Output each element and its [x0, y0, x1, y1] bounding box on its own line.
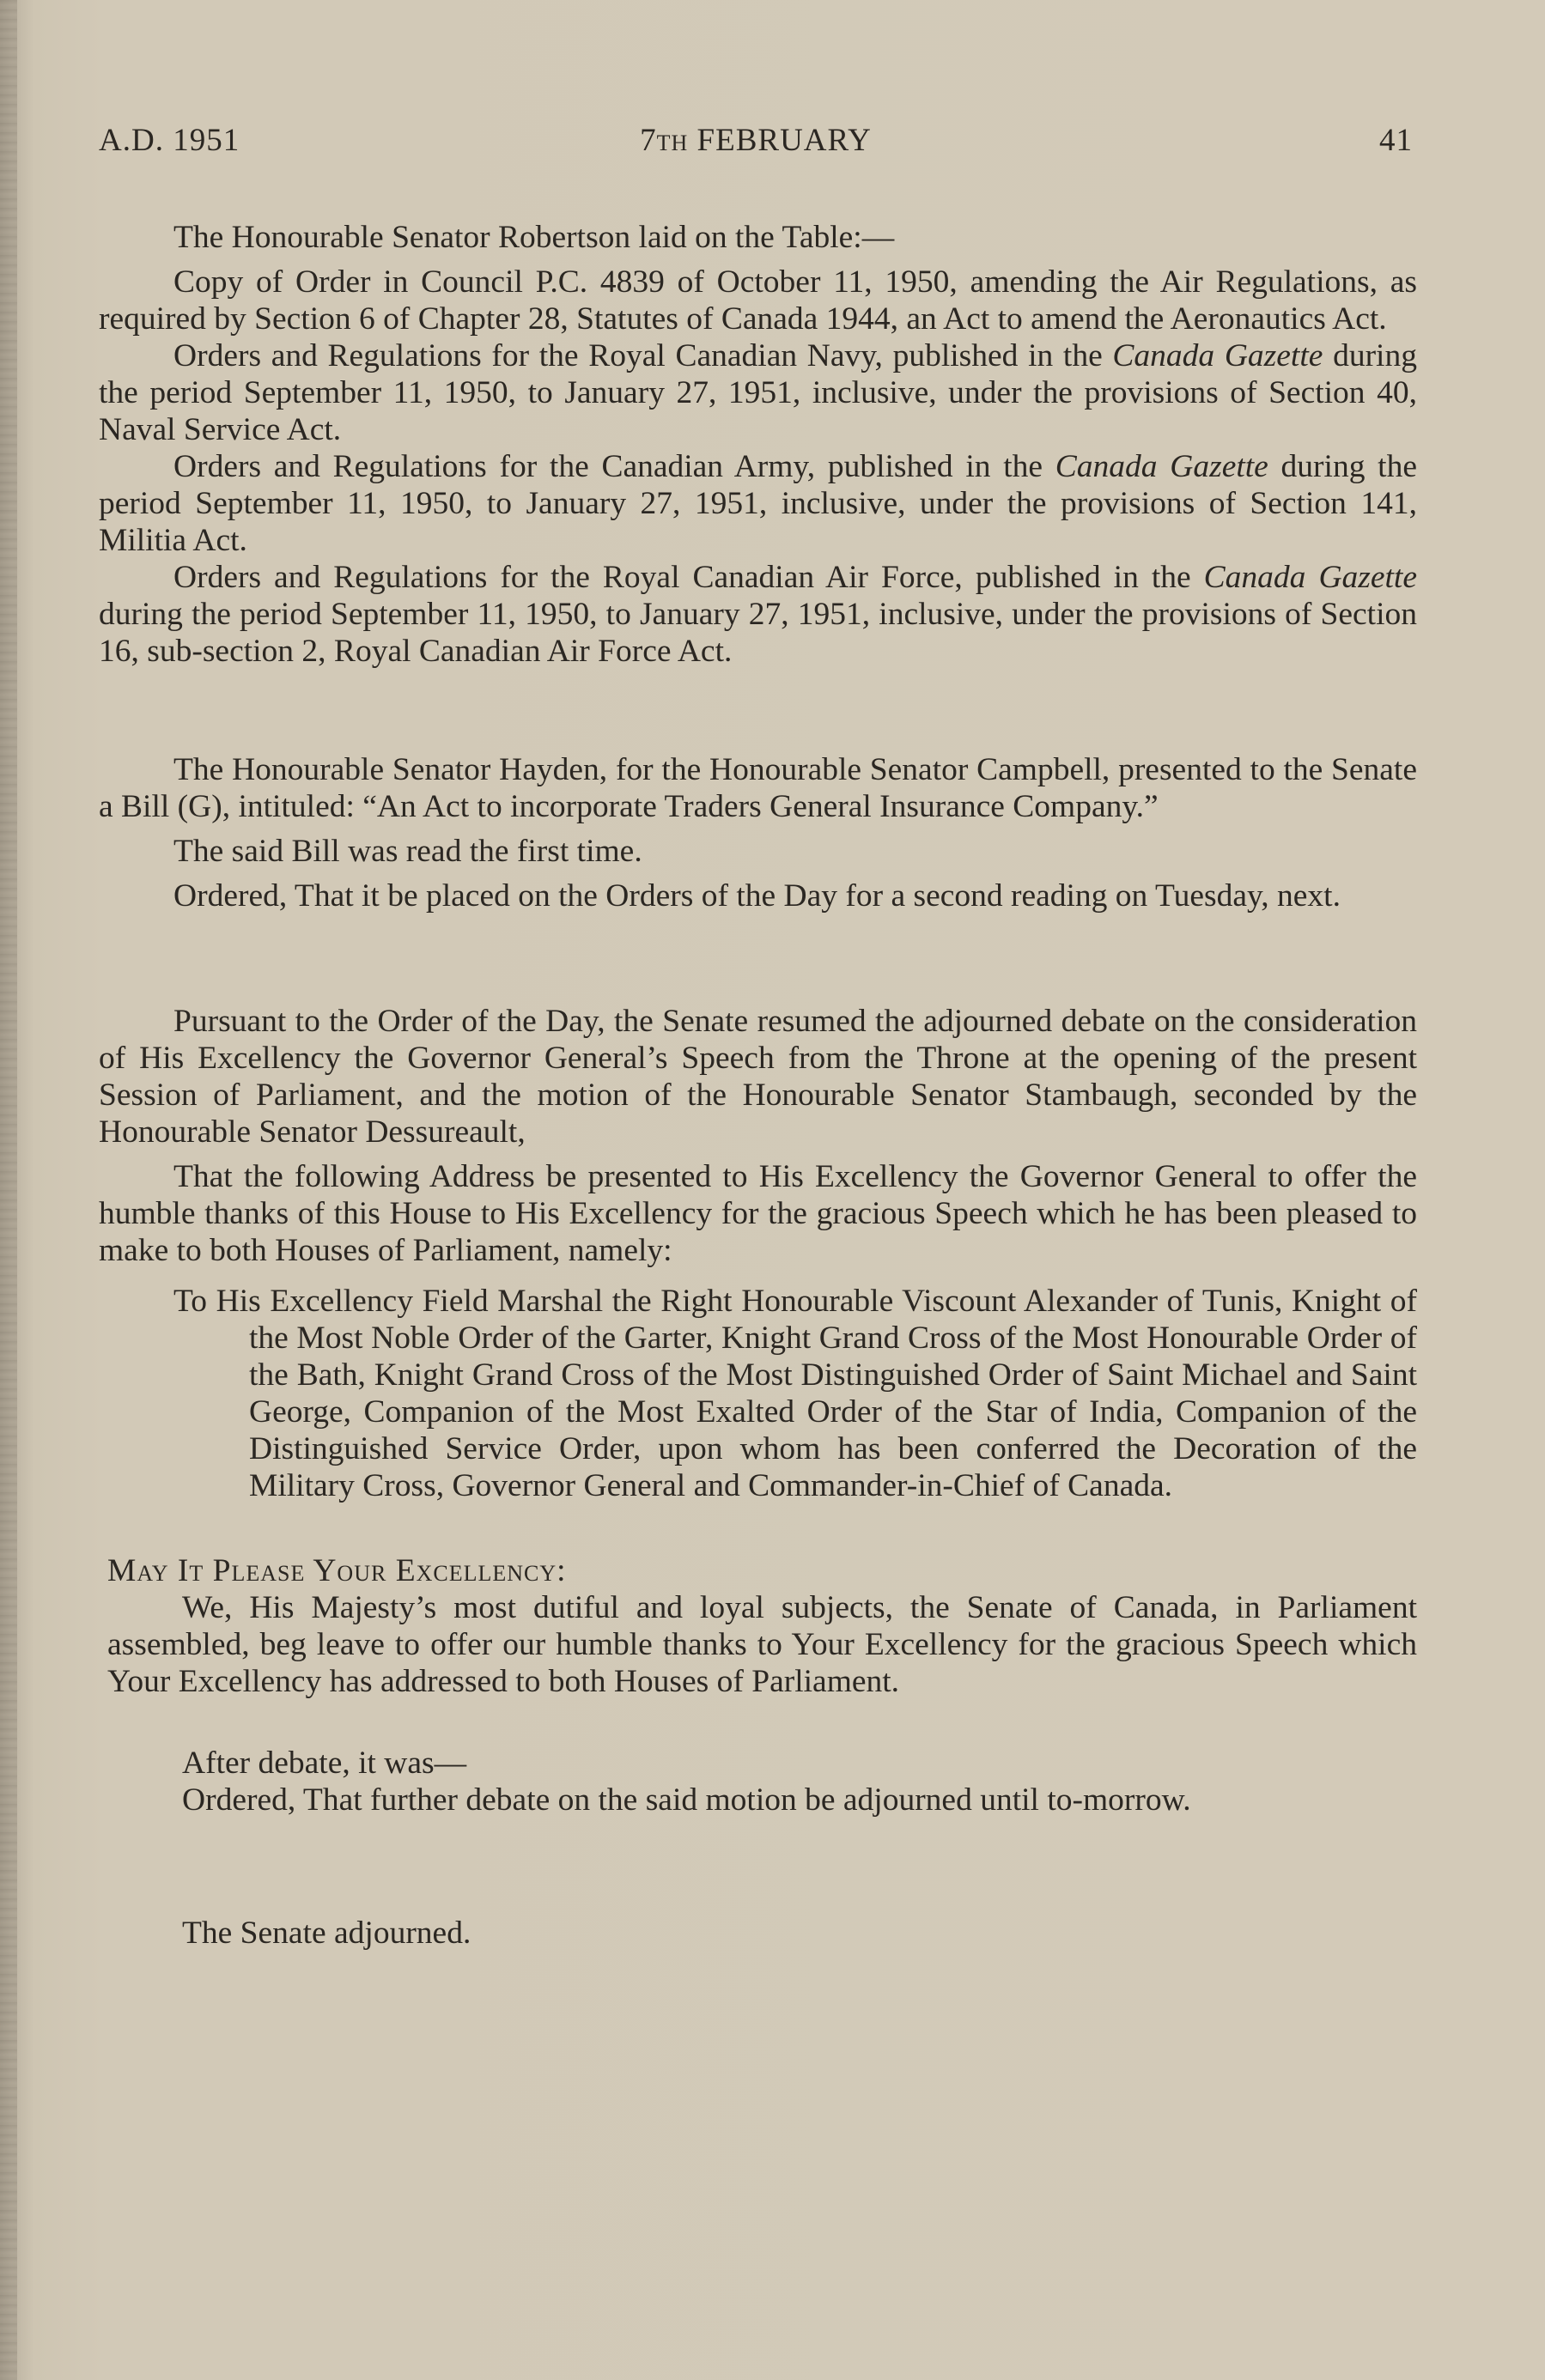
gazette-title: Canada Gazette [1055, 449, 1268, 484]
page-body [99, 219, 1417, 1952]
header-month: FEBRUARY [696, 123, 872, 158]
tabled-item-air-force: Orders and Regulations for the Royal Canadian Air Force, published in the Canada Gazette during the period September 11, 1950, to January 27, 1951, inclusive, under the provisions of Section 16, sub-section 2, Royal Canadian Air Force Act. [99, 560, 1417, 669]
gazette-title: Canada Gazette [1203, 560, 1417, 595]
header-year: A.D. 1951 [99, 123, 240, 158]
tabled-item-navy: Orders and Regulations for the Royal Canadian Navy, published in the Canada Gazette during the period September 11, 1950, to January 27, 1951, inclusive, under the provisions of Section 40, Naval Service Act. [99, 338, 1417, 447]
tabled-documents-intro: The Honourable Senator Robertson laid on the Table:— [173, 220, 895, 255]
address-motion: That the following Address be presented to His Excellency the Governor General to offer the humble thanks of this House to His Excellency for the gracious Speech which he has been pleased to make to both Houses of Parliament, namely: [99, 1159, 1417, 1268]
address-salutation: May It Please Your Excellency: [107, 1553, 567, 1588]
book-spine-shadow [0, 0, 17, 2380]
address-recipient: To His Excellency Field Marshal the Right Honourable Viscount Alexander of Tunis, Knight of the Most Noble Order of the Garter, Knight Grand Cross of the Most Honourable Order of the Bath, Knight Grand Cross of the Most Distinguished Order of Saint Michael and Saint George, Companion of the Most Exalted Order of the Star of India, Companion of the Distinguished Service Order, upon whom has been conferred the Decoration of the Military Cross, Governor General and Commander-in-Chief of Canada. [173, 1284, 1417, 1503]
header-day: 7th [640, 123, 689, 158]
page-number: 41 [1379, 123, 1413, 158]
senate-adjourned: The Senate adjourned. [182, 1916, 471, 1951]
debate-adjourned-order: Ordered, That further debate on the said motion be adjourned until to-morrow. [182, 1782, 1191, 1818]
page-header [99, 122, 1413, 163]
tabled-item-army: Orders and Regulations for the Canadian Army, published in the Canada Gazette during the period September 11, 1950, to January 27, 1951, inclusive, under the provisions of Section 141, Militia Act. [99, 449, 1417, 558]
after-debate: After debate, it was— [182, 1746, 467, 1781]
bill-presentation: The Honourable Senator Hayden, for the Honourable Senator Campbell, presented to the Senate a Bill (G), intituled: “An Act to incorporate Traders General Insurance Company.” [99, 752, 1417, 824]
gazette-title: Canada Gazette [1112, 338, 1323, 373]
debate-resumed: Pursuant to the Order of the Day, the Senate resumed the adjourned debate on the consideration of His Excellency the Governor General’s Speech from the Throne at the opening of the present Session of Parliament, and the motion of the Honourable Senator Stambaugh, seconded by the Honourable Senator Dessureault, [99, 1004, 1417, 1150]
bill-second-reading-order: Ordered, That it be placed on the Orders of the Day for a second reading on Tuesday, next. [173, 878, 1341, 914]
address-reply: We, His Majesty’s most dutiful and loyal subjects, the Senate of Canada, in Parliament assembled, beg leave to offer our humble thanks to Your Excellency for the gracious Speech which Your Excellency has addressed to both Houses of Parliament. [107, 1590, 1417, 1699]
header-date [99, 122, 1413, 159]
tabled-item-order-in-council: Copy of Order in Council P.C. 4839 of October 11, 1950, amending the Air Regulations, as required by Section 6 of Chapter 28, Statutes of Canada 1944, an Act to amend the Aeronautics Act. [99, 264, 1417, 337]
bill-first-reading: The said Bill was read the first time. [173, 834, 642, 869]
